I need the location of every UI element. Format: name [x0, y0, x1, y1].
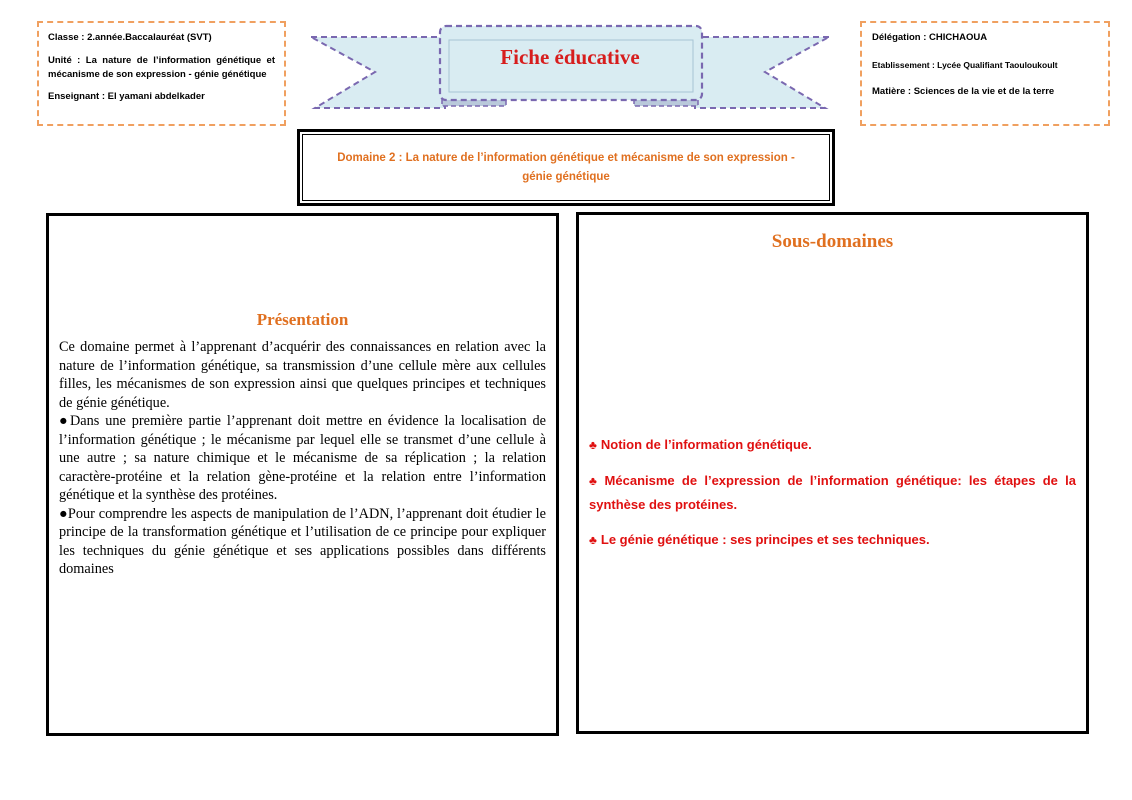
list-item-text: Notion de l’information génétique. [600, 437, 812, 452]
etablissement-label: Etablissement : Lycée Qualifiant Taouloukoult [872, 59, 1058, 70]
club-bullet-icon: ♣ [589, 438, 597, 452]
page-title: Fiche éducative [500, 44, 640, 69]
domain-text: Domaine 2 : La nature de l’information génétique et mécanisme de son expression - génie génétique [302, 134, 830, 201]
ribbon-right-tail [695, 37, 829, 108]
club-bullet-icon: ♣ [589, 533, 597, 547]
ribbon-left-tail [311, 37, 445, 108]
presentation-body [59, 338, 546, 579]
unite-label: Unité : La nature de l’information génétique et mécanisme de son expression - génie génétique [48, 54, 275, 80]
list-item-text: Mécanisme de l’expression de l’information génétique: les étapes de la synthèse des protéines. [589, 473, 1077, 512]
domain-box [297, 129, 835, 206]
sous-domaines-panel [576, 212, 1089, 734]
enseignant-label: Enseignant : El yamani abdelkader [48, 91, 205, 103]
matiere-label: Matière : Sciences de la vie et de la terre [872, 86, 1055, 98]
presentation-paragraph: ●Pour comprendre les aspects de manipulation de l’ADN, l’apprenant doit étudier le principe de la transformation génétique et l’utilisation de ce principe pour expliquer les techniques du génie génétique et ses applications possibles dans différents domaines [59, 505, 546, 577]
classe-label: Classe : 2.année.Baccalauréat (SVT) [48, 32, 212, 43]
presentation-panel [46, 213, 559, 736]
sous-domaines-title: Sous-domaines [771, 231, 894, 252]
class-info-box [37, 21, 286, 126]
list-item [589, 433, 1076, 457]
school-info-box [860, 21, 1110, 126]
list-item [589, 528, 1076, 552]
list-item [589, 469, 1076, 516]
sous-domaines-list [589, 433, 1076, 564]
presentation-paragraph: ●Dans une première partie l’apprenant doit mettre en évidence la localisation de l’information génétique ; le mécanisme par lequel elle se transmet d’une cellule à une autre ; sa nature chimique et le mécanisme de sa réplication ; la relation caractère-protéine et la relation gène-protéine et la relation entre l’information génétique et la synthèse des protéines. [59, 413, 546, 503]
club-bullet-icon: ♣ [589, 474, 601, 488]
delegation-label: Délégation : CHICHAOUA [872, 32, 988, 43]
presentation-paragraph: Ce domaine permet à l’apprenant d’acquérir des connaissances en relation avec la nature de l’information génétique, sa transmission d’une cellule mère aux cellules filles, les mécanismes de son expression ainsi que quelques principes et techniques de génie génétique. [59, 339, 546, 411]
list-item-text: Le génie génétique : ses principes et ses techniques. [600, 532, 930, 547]
presentation-title: Présentation [256, 310, 349, 329]
